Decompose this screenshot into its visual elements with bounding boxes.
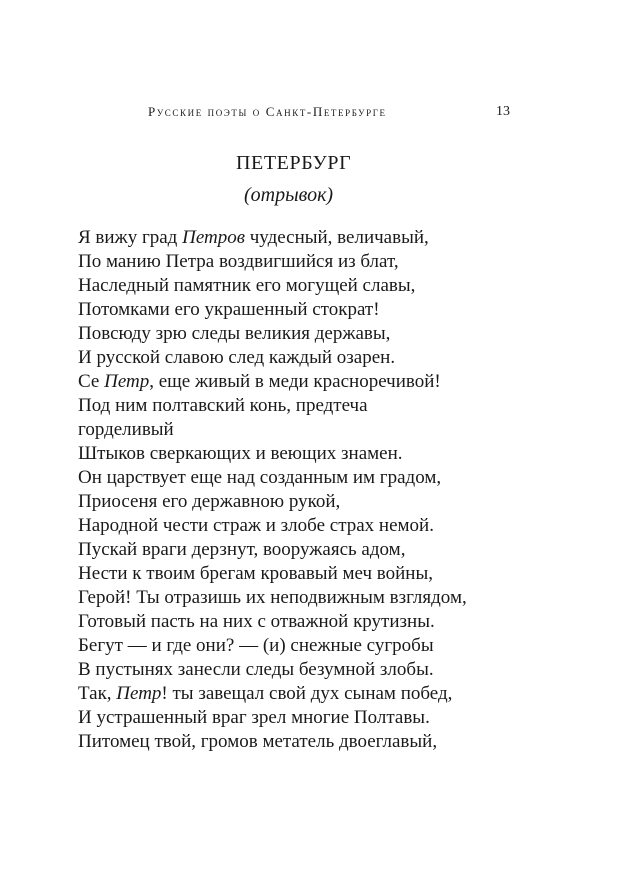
poem-line-segment: ! ты завещал свой дух сынам побед, [161,683,453,704]
poem-line-segment: В пустынях занесли следы безумной злобы. [78,659,434,680]
poem-line [78,610,467,634]
poem-line [78,490,467,514]
poem-line [78,346,467,370]
poem-line [78,322,467,346]
poem-line [78,394,467,418]
poem-line [78,298,467,322]
poem-line-segment: Я вижу град [78,227,183,248]
poem-line-italic-segment: Петров [182,227,245,248]
poem-title: ПЕТЕРБУРГ [236,152,352,174]
poem-line [78,538,467,562]
poem-line [78,586,467,610]
poem-line-segment: Повсюду зрю следы великия державы, [78,323,391,344]
poem-line-segment: чудесный, величавый, [244,227,429,248]
poem-line [78,706,467,730]
poem-line-segment: Бегут — и где они? — (и) снежные сугробы [78,635,434,656]
poem-line-segment: горделивый [78,419,174,440]
poem-line [78,466,467,490]
poem-subtitle: (отрывок) [244,184,334,206]
poem-line-segment: Питомец твой, громов метатель двоеглавый, [78,731,438,752]
poem-line [78,682,467,706]
poem-line [78,418,467,442]
poem-line-segment: Под ним полтавский конь, предтеча [78,395,368,416]
poem-line-segment: Он царствует еще над созданным им градом, [78,467,442,488]
poem-line [78,658,467,682]
poem-line-segment: Пускай враги дерзнут, вооружаясь адом, [78,539,406,560]
poem-line-italic-segment: Петр [104,371,150,392]
poem-line [78,562,467,586]
poem-line [78,634,467,658]
poem-line-segment: По манию Петра воздвигшийся из блат, [78,251,399,272]
page-number: 13 [496,104,510,119]
poem-line-segment: Нести к твоим брегам кровавый меч войны, [78,563,433,584]
poem-line [78,514,467,538]
poem-line-segment: Потомками его украшенный стократ! [78,299,380,320]
poem-line-italic-segment: Петр [116,683,162,704]
poem-line-segment: Наследный памятник его могущей славы, [78,275,416,296]
poem-line [78,730,467,754]
poem-line-segment: Се [78,371,105,392]
poem-body [78,226,467,754]
running-title: Русские поэты о Санкт-Петербурге [148,104,387,119]
poem-line [78,250,467,274]
running-header [148,104,510,124]
poem-line [78,274,467,298]
poem-line-segment: Приосеня его державною рукой, [78,491,341,512]
poem-line-segment: И русской славою след каждый озарен. [78,347,396,368]
poem-line-segment: , еще живый в меди красноречивой! [149,371,441,392]
poem-line-segment: Герой! Ты отразишь их неподвижным взглядом, [78,587,467,608]
poem-line-segment: Готовый пасть на них с отважной крутизны. [78,611,435,632]
poem-line-segment: И устрашенный враг зрел многие Полтавы. [78,707,430,728]
poem-line-segment: Штыков сверкающих и веющих знамен. [78,443,403,464]
poem-line-segment: Так, [78,683,117,704]
poem-line-segment: Народной чести страж и злобе страх немой. [78,515,434,536]
poem-line [78,370,467,394]
poem-line [78,442,467,466]
poem-line [78,226,467,250]
